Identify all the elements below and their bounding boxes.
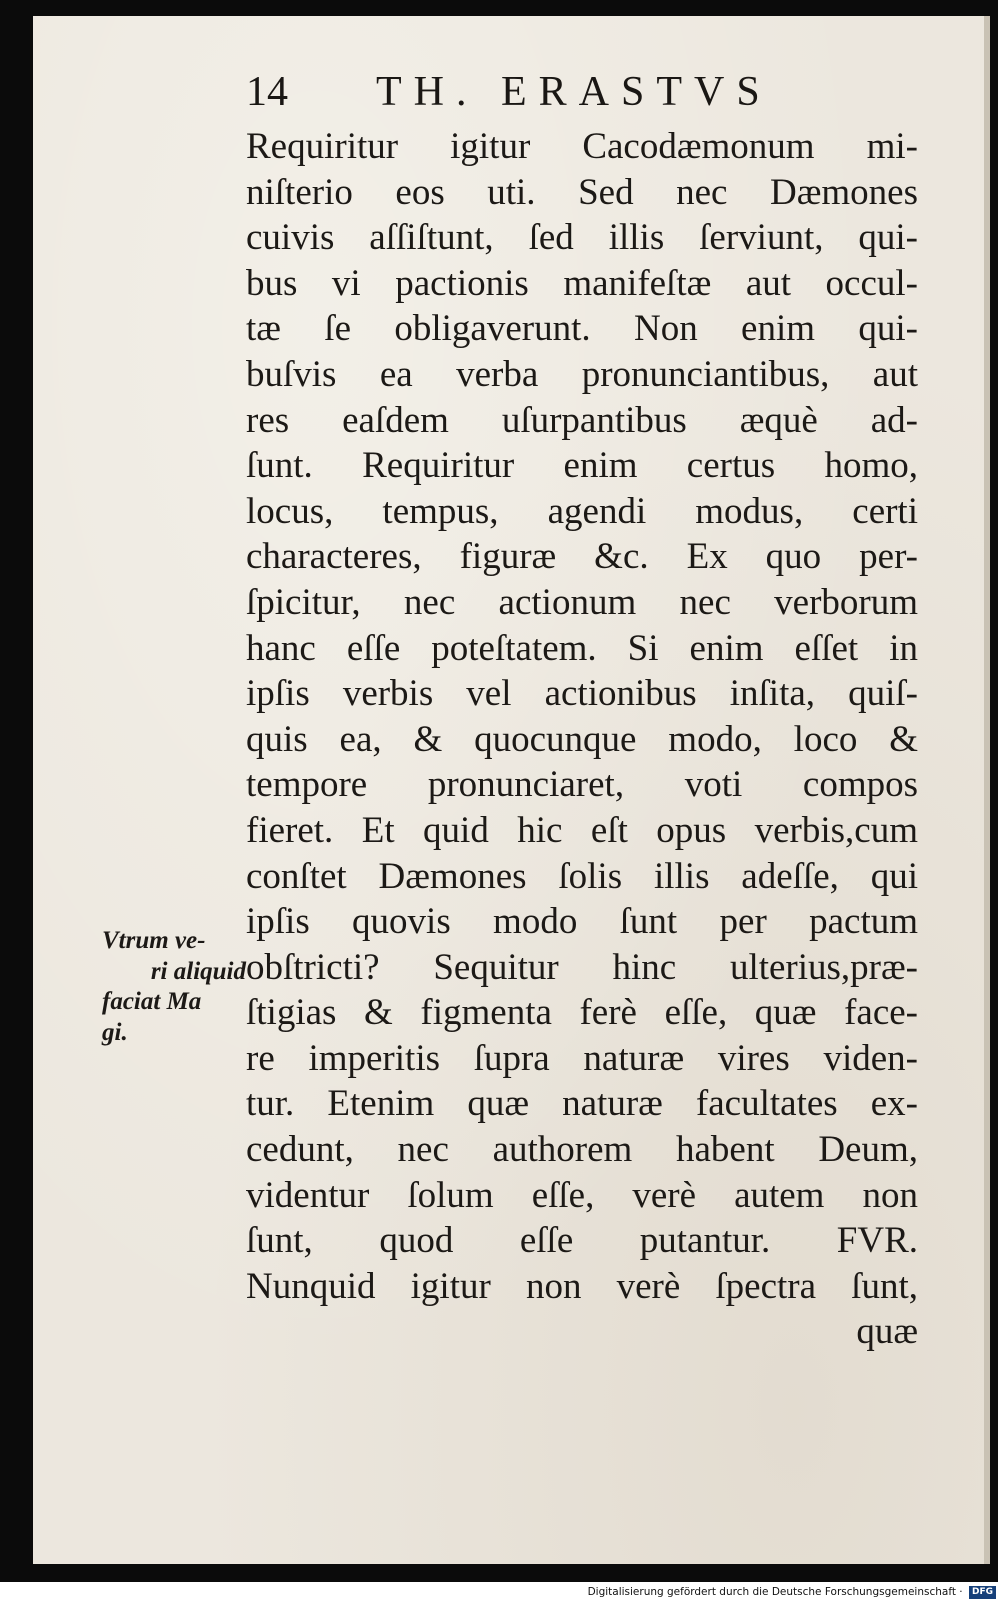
- body-text: [246, 124, 918, 1355]
- text-line: tur. Etenim quæ naturæ facultates ex-: [246, 1083, 918, 1125]
- text-line: conſtet Dæmones ſolis illis adeſſe, qui: [246, 855, 918, 897]
- page-edge: [984, 16, 990, 1564]
- text-line: quis ea, & quocunque modo, loco &: [246, 718, 918, 760]
- text-line: locus, tempus, agendi modus, certi: [246, 490, 918, 532]
- text-line: niſterio eos uti. Sed nec Dæmones: [246, 171, 918, 213]
- page-number: 14: [246, 69, 288, 115]
- text-line: bus vi pactionis manifeſtæ aut occul-: [246, 262, 918, 304]
- credit-text: Digitalisierung gefördert durch die Deutsche Forschungsgemeinschaft: [587, 1586, 956, 1598]
- marginal-note-line: Vtrum ve-: [102, 927, 206, 954]
- text-line: tempore pronunciaret, voti compos: [246, 764, 918, 806]
- marginal-note: [102, 926, 252, 1048]
- text-line: quæ: [856, 1311, 918, 1353]
- text-line: tæ ſe obligaverunt. Non enim qui-: [246, 308, 918, 350]
- text-line: hanc eſſe poteſtatem. Si enim eſſet in: [246, 627, 918, 669]
- text-line: re imperitis ſupra naturæ vires viden-: [246, 1037, 918, 1079]
- text-line: cedunt, nec authorem habent Deum,: [246, 1129, 918, 1171]
- text-line: characteres, figuræ &c. Ex quo per-: [246, 536, 918, 578]
- text-line: Nunquid igitur non verè ſpectra ſunt,: [246, 1265, 918, 1307]
- running-head: TH. ERASTVS: [376, 69, 772, 115]
- text-line: videntur ſolum eſſe, verè autem non: [246, 1174, 918, 1216]
- text-line: cuivis aſſiſtunt, ſed illis ſerviunt, qui-: [246, 217, 918, 259]
- text-line: Requiritur igitur Cacodæmonum mi-: [246, 126, 918, 167]
- text-line: ſunt, quod eſſe putantur. FVR.: [246, 1220, 918, 1262]
- dfg-logo: DFG: [969, 1586, 996, 1599]
- text-line: ipſis verbis vel actionibus inſita, quiſ-: [246, 673, 918, 715]
- digitization-credit: Digitalisierung gefördert durch die Deutsche Forschungsgemeinschaft · DFG: [560, 1584, 996, 1600]
- text-line: ſpicitur, nec actionum nec verborum: [246, 581, 918, 623]
- marginal-note-line: faciat Ma: [102, 988, 202, 1015]
- marginal-note-line: ri aliquid: [150, 957, 246, 985]
- text-line: ſtigias & figmenta ferè eſſe, quæ face-: [246, 992, 918, 1034]
- text-line: fieret. Et quid hic eſt opus verbis,cum: [246, 809, 918, 851]
- text-line: ſunt. Requiritur enim certus homo,: [246, 445, 918, 487]
- text-line: res eaſdem uſurpantibus æquè ad-: [246, 399, 918, 441]
- text-line: ipſis quovis modo ſunt per pactum: [246, 901, 918, 943]
- text-line: obſtricti? Sequitur hinc ulterius,præ-: [246, 946, 918, 988]
- marginal-note-line: gi.: [102, 1018, 128, 1046]
- text-line: buſvis ea verba pronunciantibus, aut: [246, 353, 918, 395]
